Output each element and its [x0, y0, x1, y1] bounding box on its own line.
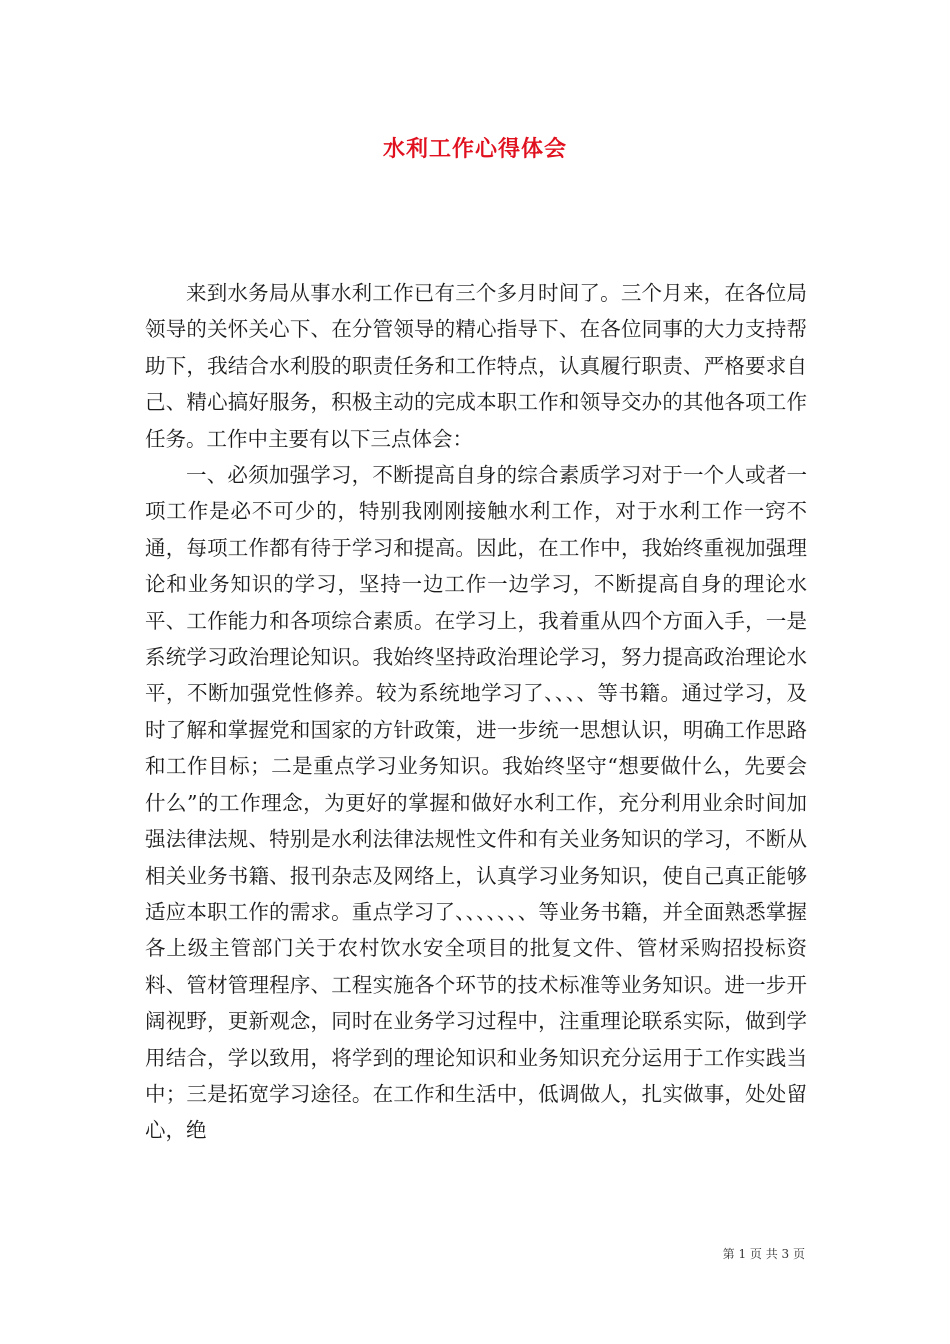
document-body: [145, 275, 807, 1149]
paragraph: 来到水务局从事水利工作已有三个多月时间了。三个月来，在各位局领导的关怀关心下、在分管领导的精心指导下、在各位同事的大力支持帮助下，我结合水利股的职责任务和工作特点，认真履行职责、严格要求自己、精心搞好服务，积极主动的完成本职工作和领导交办的其他各项工作任务。工作中主要有以下三点体会：: [145, 281, 807, 451]
paragraph: 一、必须加强学习，不断提高自身的综合素质学习对于一个人或者一项工作是必不可少的，特别我刚刚接触水利工作，对于水利工作一窍不通，每项工作都有待于学习和提高。因此，在工作中，我始终重视加强理论和业务知识的学习，坚持一边工作一边学习，不断提高自身的理论水平、工作能力和各项综合素质。在学习上，我着重从四个方面入手，一是系统学习政治理论知识。我始终坚持政治理论学习，努力提高政治理论水平，不断加强党性修养。较为系统地学习了、、、、等书籍。通过学习，及时了解和掌握党和国家的方针政策，进一步统一思想认识，明确工作思路和工作目标；二是重点学习业务知识。我始终坚守“想要做什么，先要会什么”的工作理念，为更好的掌握和做好水利工作，充分利用业余时间加强法律法规、特别是水利法律法规性文件和有关业务知识的学习，不断从相关业务书籍、报刊杂志及网络上，认真学习业务知识，使自己真正能够适应本职工作的需求。重点学习了、、、、、、、等业务书籍，并全面熟悉掌握各上级主管部门关于农村饮水安全项目的批复文件、管材采购招投标资料、管材管理程序、工程实施各个环节的技术标准等业务知识。进一步开阔视野，更新观念，同时在业务学习过程中，注重理论联系实际，做到学用结合，学以致用，将学到的理论知识和业务知识充分运用于工作实践当中；三是拓宽学习途径。在工作和生活中，低调做人，扎实做事，处处留心，绝: [145, 463, 807, 1143]
page-title: 水利工作心得体会: [382, 136, 567, 162]
page-number: 第 1 页 共 3 页: [722, 1247, 805, 1261]
